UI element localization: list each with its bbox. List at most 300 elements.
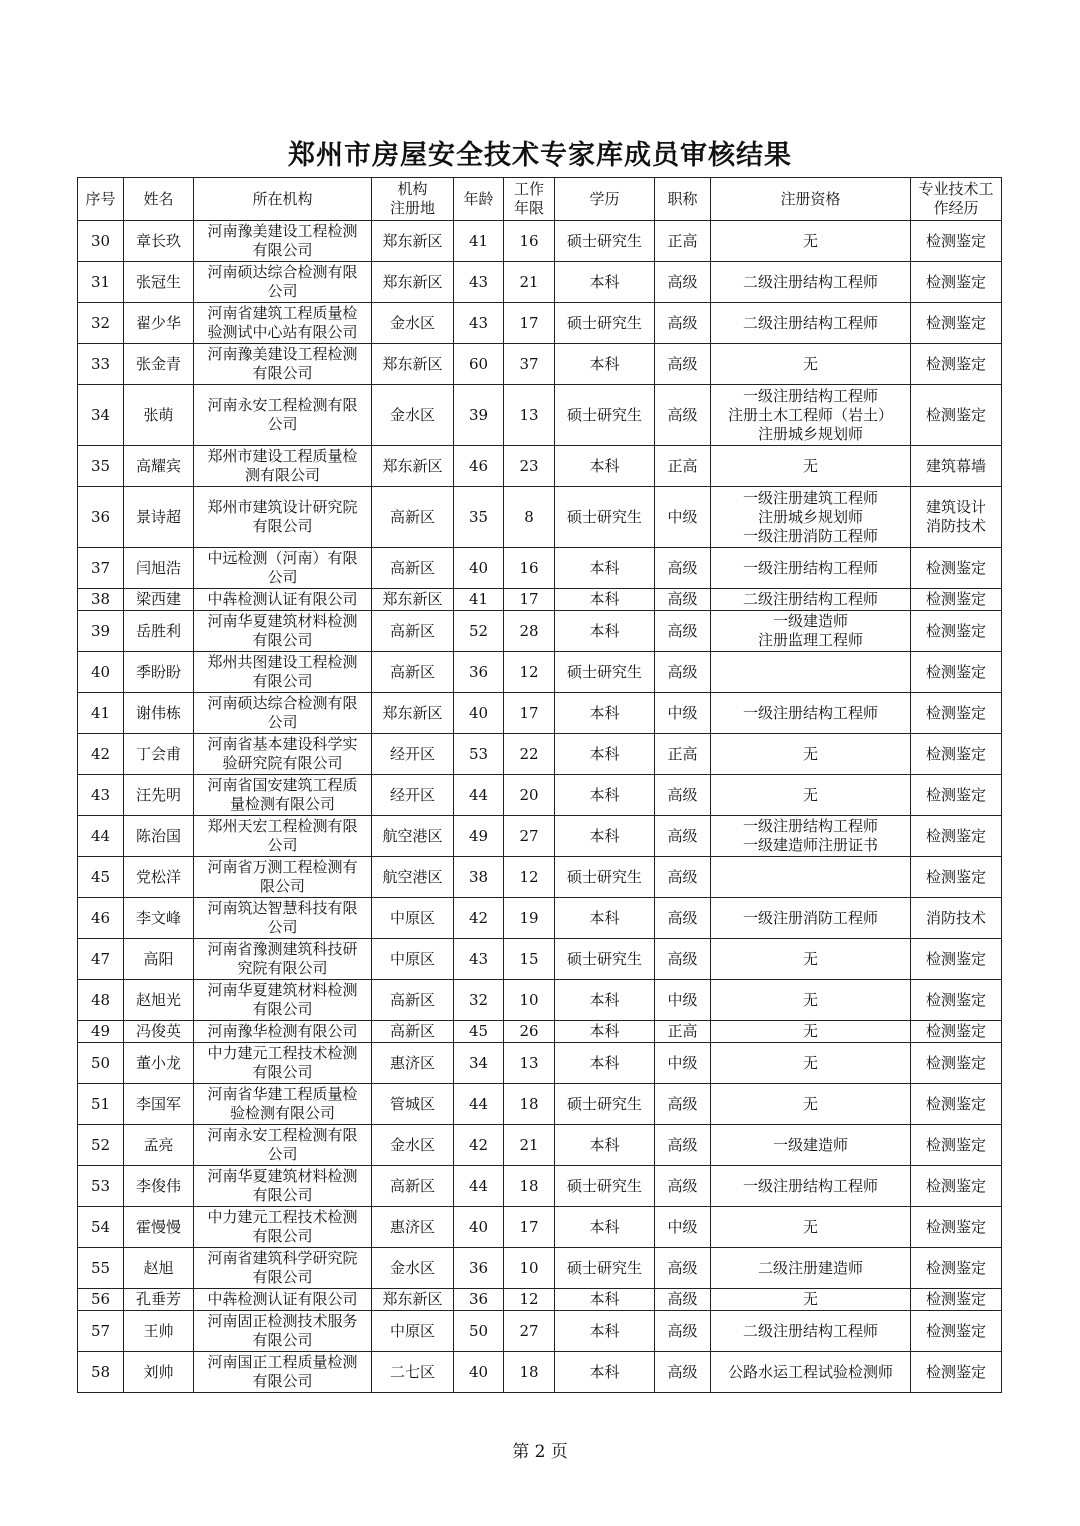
col-organization-cell: 河南豫美建设工程检测 有限公司 <box>194 221 372 262</box>
col-index-cell: 49 <box>78 1021 124 1043</box>
col-registered-location-cell: 郑东新区 <box>372 1289 454 1311</box>
col-education-cell: 硕士研究生 <box>555 1084 655 1125</box>
col-registered-location-cell: 高新区 <box>372 611 454 652</box>
col-index-cell: 41 <box>78 693 124 734</box>
col-education-cell: 本科 <box>555 1311 655 1352</box>
col-education-cell: 硕士研究生 <box>555 1166 655 1207</box>
col-index-cell: 32 <box>78 303 124 344</box>
table-row <box>78 344 1002 385</box>
col-work-years-cell: 28 <box>504 611 555 652</box>
col-registered-location-cell: 郑东新区 <box>372 693 454 734</box>
col-age-cell: 36 <box>454 1248 504 1289</box>
col-education-cell: 本科 <box>555 611 655 652</box>
col-education-cell: 本科 <box>555 816 655 857</box>
col-age-cell: 50 <box>454 1311 504 1352</box>
col-name-cell: 张冠生 <box>124 262 194 303</box>
col-qualification-cell: 一级注册建筑工程师 注册城乡规划师 一级注册消防工程师 <box>711 487 911 548</box>
table-row <box>78 589 1002 611</box>
col-age-cell: 40 <box>454 1352 504 1393</box>
col-index-cell: 45 <box>78 857 124 898</box>
col-organization-cell: 河南永安工程检测有限 公司 <box>194 1125 372 1166</box>
col-qualification-cell: 无 <box>711 1084 911 1125</box>
col-index-cell: 40 <box>78 652 124 693</box>
col-organization-cell: 中犇检测认证有限公司 <box>194 1289 372 1311</box>
col-age-cell: 40 <box>454 1207 504 1248</box>
col-name-cell: 冯俊英 <box>124 1021 194 1043</box>
col-qualification-cell: 一级注册结构工程师 <box>711 1166 911 1207</box>
col-index-cell: 55 <box>78 1248 124 1289</box>
col-organization-cell: 河南省豫测建筑科技研 究院有限公司 <box>194 939 372 980</box>
col-qualification-cell: 公路水运工程试验检测师 <box>711 1352 911 1393</box>
table-body <box>78 221 1002 1393</box>
col-title-cell: 高级 <box>655 1289 711 1311</box>
col-registered-location-cell: 郑东新区 <box>372 262 454 303</box>
col-organization-cell: 郑州市建筑设计研究院 有限公司 <box>194 487 372 548</box>
col-title-cell: 高级 <box>655 303 711 344</box>
col-index-cell: 38 <box>78 589 124 611</box>
col-title-cell: 中级 <box>655 487 711 548</box>
col-organization-cell: 河南永安工程检测有限 公司 <box>194 385 372 446</box>
col-registered-location-header: 机构 注册地 <box>372 178 454 221</box>
col-experience-cell: 检测鉴定 <box>911 1248 1002 1289</box>
col-qualification-cell: 一级注册结构工程师 <box>711 548 911 589</box>
col-education-cell: 本科 <box>555 980 655 1021</box>
col-organization-cell: 中力建元工程技术检测 有限公司 <box>194 1043 372 1084</box>
col-index-cell: 48 <box>78 980 124 1021</box>
col-education-cell: 本科 <box>555 1043 655 1084</box>
col-organization-cell: 河南豫美建设工程检测 有限公司 <box>194 344 372 385</box>
col-age-cell: 35 <box>454 487 504 548</box>
table-row <box>78 487 1002 548</box>
col-organization-cell: 河南国正工程质量检测 有限公司 <box>194 1352 372 1393</box>
col-experience-cell: 检测鉴定 <box>911 303 1002 344</box>
col-index-cell: 46 <box>78 898 124 939</box>
table-row <box>78 816 1002 857</box>
col-index-cell: 43 <box>78 775 124 816</box>
col-qualification-cell: 无 <box>711 446 911 487</box>
col-education-cell: 硕士研究生 <box>555 1248 655 1289</box>
table-row <box>78 1289 1002 1311</box>
col-education-cell: 本科 <box>555 1207 655 1248</box>
col-education-cell: 硕士研究生 <box>555 221 655 262</box>
table-row <box>78 857 1002 898</box>
table-row <box>78 1125 1002 1166</box>
col-experience-cell: 检测鉴定 <box>911 385 1002 446</box>
col-registered-location-cell: 中原区 <box>372 1311 454 1352</box>
col-name-cell: 谢伟栋 <box>124 693 194 734</box>
col-experience-header: 专业技术工 作经历 <box>911 178 1002 221</box>
col-age-cell: 42 <box>454 898 504 939</box>
col-work-years-cell: 16 <box>504 548 555 589</box>
col-work-years-cell: 27 <box>504 1311 555 1352</box>
col-experience-cell: 建筑设计 消防技术 <box>911 487 1002 548</box>
table-row <box>78 1166 1002 1207</box>
col-qualification-cell: 二级注册建造师 <box>711 1248 911 1289</box>
col-index-header: 序号 <box>78 178 124 221</box>
col-name-cell: 李文峰 <box>124 898 194 939</box>
col-age-cell: 40 <box>454 548 504 589</box>
col-experience-cell: 检测鉴定 <box>911 652 1002 693</box>
col-title-cell: 高级 <box>655 939 711 980</box>
col-experience-cell: 检测鉴定 <box>911 344 1002 385</box>
col-work-years-cell: 26 <box>504 1021 555 1043</box>
col-qualification-cell: 二级注册结构工程师 <box>711 262 911 303</box>
col-registered-location-cell: 航空港区 <box>372 816 454 857</box>
table-row <box>78 1084 1002 1125</box>
table-row <box>78 221 1002 262</box>
col-education-cell: 本科 <box>555 262 655 303</box>
col-age-cell: 40 <box>454 693 504 734</box>
col-age-cell: 43 <box>454 303 504 344</box>
col-qualification-cell: 无 <box>711 1021 911 1043</box>
col-organization-cell: 河南省建筑工程质量检 验测试中心站有限公司 <box>194 303 372 344</box>
col-title-cell: 高级 <box>655 816 711 857</box>
col-title-cell: 高级 <box>655 611 711 652</box>
table-row <box>78 262 1002 303</box>
col-age-cell: 36 <box>454 1289 504 1311</box>
col-title-cell: 高级 <box>655 344 711 385</box>
col-qualification-cell: 一级注册结构工程师 <box>711 693 911 734</box>
table-row <box>78 303 1002 344</box>
col-experience-cell: 检测鉴定 <box>911 548 1002 589</box>
col-organization-cell: 中犇检测认证有限公司 <box>194 589 372 611</box>
col-qualification-cell <box>711 652 911 693</box>
col-qualification-cell: 无 <box>711 775 911 816</box>
col-age-cell: 49 <box>454 816 504 857</box>
col-age-cell: 46 <box>454 446 504 487</box>
col-organization-cell: 河南省万测工程检测有 限公司 <box>194 857 372 898</box>
col-work-years-cell: 17 <box>504 303 555 344</box>
col-index-cell: 52 <box>78 1125 124 1166</box>
col-experience-cell: 检测鉴定 <box>911 693 1002 734</box>
col-age-cell: 39 <box>454 385 504 446</box>
table-row <box>78 980 1002 1021</box>
col-qualification-cell: 二级注册结构工程师 <box>711 589 911 611</box>
col-qualification-cell: 无 <box>711 1289 911 1311</box>
col-education-cell: 本科 <box>555 548 655 589</box>
col-registered-location-cell: 郑东新区 <box>372 344 454 385</box>
col-work-years-cell: 17 <box>504 589 555 611</box>
col-title-cell: 高级 <box>655 262 711 303</box>
col-registered-location-cell: 金水区 <box>372 1248 454 1289</box>
col-organization-cell: 河南固正检测技术服务 有限公司 <box>194 1311 372 1352</box>
col-name-cell: 梁西建 <box>124 589 194 611</box>
col-organization-cell: 河南省国安建筑工程质 量检测有限公司 <box>194 775 372 816</box>
col-name-cell: 高阳 <box>124 939 194 980</box>
col-organization-header: 所在机构 <box>194 178 372 221</box>
col-registered-location-cell: 郑东新区 <box>372 221 454 262</box>
col-registered-location-cell: 高新区 <box>372 1021 454 1043</box>
table-row <box>78 1248 1002 1289</box>
col-work-years-cell: 13 <box>504 1043 555 1084</box>
col-age-cell: 38 <box>454 857 504 898</box>
col-education-cell: 硕士研究生 <box>555 385 655 446</box>
col-organization-cell: 河南豫华检测有限公司 <box>194 1021 372 1043</box>
col-work-years-cell: 18 <box>504 1084 555 1125</box>
col-name-cell: 赵旭 <box>124 1248 194 1289</box>
col-title-cell: 高级 <box>655 1311 711 1352</box>
col-title-cell: 高级 <box>655 857 711 898</box>
col-work-years-cell: 21 <box>504 262 555 303</box>
table-header-row <box>78 178 1002 221</box>
col-registered-location-cell: 高新区 <box>372 1166 454 1207</box>
col-experience-cell: 检测鉴定 <box>911 1207 1002 1248</box>
col-qualification-cell: 二级注册结构工程师 <box>711 303 911 344</box>
col-organization-cell: 河南筑达智慧科技有限 公司 <box>194 898 372 939</box>
col-organization-cell: 中远检测（河南）有限 公司 <box>194 548 372 589</box>
col-work-years-cell: 23 <box>504 446 555 487</box>
col-name-cell: 高耀宾 <box>124 446 194 487</box>
col-experience-cell: 检测鉴定 <box>911 1352 1002 1393</box>
col-title-cell: 正高 <box>655 446 711 487</box>
col-title-cell: 高级 <box>655 548 711 589</box>
col-experience-cell: 检测鉴定 <box>911 734 1002 775</box>
col-registered-location-cell: 金水区 <box>372 1125 454 1166</box>
col-age-cell: 44 <box>454 1166 504 1207</box>
col-index-cell: 42 <box>78 734 124 775</box>
col-education-cell: 本科 <box>555 344 655 385</box>
col-index-cell: 47 <box>78 939 124 980</box>
col-registered-location-cell: 二七区 <box>372 1352 454 1393</box>
col-organization-cell: 河南省基本建设科学实 验研究院有限公司 <box>194 734 372 775</box>
col-experience-cell: 检测鉴定 <box>911 221 1002 262</box>
col-registered-location-cell: 郑东新区 <box>372 589 454 611</box>
table-row <box>78 734 1002 775</box>
col-organization-cell: 中力建元工程技术检测 有限公司 <box>194 1207 372 1248</box>
col-index-cell: 50 <box>78 1043 124 1084</box>
col-age-cell: 41 <box>454 221 504 262</box>
col-experience-cell: 建筑幕墙 <box>911 446 1002 487</box>
col-age-cell: 36 <box>454 652 504 693</box>
col-work-years-cell: 8 <box>504 487 555 548</box>
col-work-years-cell: 27 <box>504 816 555 857</box>
col-registered-location-cell: 高新区 <box>372 652 454 693</box>
col-qualification-cell: 一级建造师 注册监理工程师 <box>711 611 911 652</box>
col-index-cell: 31 <box>78 262 124 303</box>
col-qualification-cell: 一级注册结构工程师 一级建造师注册证书 <box>711 816 911 857</box>
col-title-cell: 高级 <box>655 775 711 816</box>
col-name-cell: 刘帅 <box>124 1352 194 1393</box>
col-work-years-cell: 10 <box>504 1248 555 1289</box>
table-row <box>78 693 1002 734</box>
col-title-cell: 高级 <box>655 1352 711 1393</box>
col-index-cell: 35 <box>78 446 124 487</box>
col-index-cell: 57 <box>78 1311 124 1352</box>
col-age-cell: 52 <box>454 611 504 652</box>
col-organization-cell: 郑州天宏工程检测有限 公司 <box>194 816 372 857</box>
col-title-cell: 高级 <box>655 898 711 939</box>
col-organization-cell: 河南华夏建筑材料检测 有限公司 <box>194 611 372 652</box>
col-title-cell: 高级 <box>655 1125 711 1166</box>
col-education-cell: 本科 <box>555 1289 655 1311</box>
col-education-cell: 本科 <box>555 589 655 611</box>
table-row <box>78 611 1002 652</box>
table-row <box>78 1021 1002 1043</box>
col-education-cell: 硕士研究生 <box>555 857 655 898</box>
table-row <box>78 1352 1002 1393</box>
col-name-cell: 党松洋 <box>124 857 194 898</box>
col-age-cell: 44 <box>454 1084 504 1125</box>
col-qualification-cell: 二级注册结构工程师 <box>711 1311 911 1352</box>
col-name-cell: 岳胜利 <box>124 611 194 652</box>
expert-review-table <box>77 177 1002 1393</box>
col-title-cell: 高级 <box>655 589 711 611</box>
col-qualification-cell: 无 <box>711 939 911 980</box>
col-education-cell: 硕士研究生 <box>555 303 655 344</box>
col-title-cell: 中级 <box>655 1043 711 1084</box>
col-experience-cell: 检测鉴定 <box>911 1043 1002 1084</box>
col-index-cell: 36 <box>78 487 124 548</box>
col-experience-cell: 检测鉴定 <box>911 611 1002 652</box>
col-experience-cell: 检测鉴定 <box>911 1084 1002 1125</box>
col-age-cell: 34 <box>454 1043 504 1084</box>
col-age-header: 年龄 <box>454 178 504 221</box>
col-qualification-cell: 无 <box>711 1207 911 1248</box>
col-work-years-cell: 22 <box>504 734 555 775</box>
col-registered-location-cell: 郑东新区 <box>372 446 454 487</box>
col-work-years-cell: 16 <box>504 221 555 262</box>
col-registered-location-cell: 中原区 <box>372 939 454 980</box>
col-title-cell: 高级 <box>655 1248 711 1289</box>
col-index-cell: 56 <box>78 1289 124 1311</box>
col-name-cell: 汪先明 <box>124 775 194 816</box>
col-experience-cell: 检测鉴定 <box>911 1166 1002 1207</box>
col-name-cell: 章长玖 <box>124 221 194 262</box>
col-organization-cell: 郑州市建设工程质量检 测有限公司 <box>194 446 372 487</box>
table-row <box>78 939 1002 980</box>
col-index-cell: 54 <box>78 1207 124 1248</box>
col-experience-cell: 检测鉴定 <box>911 816 1002 857</box>
col-experience-cell: 检测鉴定 <box>911 980 1002 1021</box>
col-qualification-cell: 无 <box>711 221 911 262</box>
col-experience-cell: 消防技术 <box>911 898 1002 939</box>
col-education-header: 学历 <box>555 178 655 221</box>
table-row <box>78 446 1002 487</box>
col-work-years-cell: 12 <box>504 857 555 898</box>
col-age-cell: 43 <box>454 262 504 303</box>
col-name-cell: 孟亮 <box>124 1125 194 1166</box>
col-education-cell: 本科 <box>555 1125 655 1166</box>
col-name-cell: 张萌 <box>124 385 194 446</box>
table-row <box>78 548 1002 589</box>
table-row <box>78 1043 1002 1084</box>
col-experience-cell: 检测鉴定 <box>911 857 1002 898</box>
col-age-cell: 45 <box>454 1021 504 1043</box>
col-work-years-cell: 15 <box>504 939 555 980</box>
col-qualification-cell: 一级建造师 <box>711 1125 911 1166</box>
page-title: 郑州市房屋安全技术专家库成员审核结果 <box>288 140 792 171</box>
col-qualification-cell: 一级注册消防工程师 <box>711 898 911 939</box>
col-registered-location-cell: 高新区 <box>372 487 454 548</box>
col-index-cell: 58 <box>78 1352 124 1393</box>
col-experience-cell: 检测鉴定 <box>911 589 1002 611</box>
col-registered-location-cell: 航空港区 <box>372 857 454 898</box>
col-age-cell: 41 <box>454 589 504 611</box>
col-index-cell: 39 <box>78 611 124 652</box>
table-row <box>78 1311 1002 1352</box>
col-organization-cell: 河南硕达综合检测有限 公司 <box>194 262 372 303</box>
col-title-cell: 正高 <box>655 221 711 262</box>
col-index-cell: 53 <box>78 1166 124 1207</box>
col-name-cell: 翟少华 <box>124 303 194 344</box>
col-title-cell: 高级 <box>655 1084 711 1125</box>
col-name-cell: 陈治国 <box>124 816 194 857</box>
table-row <box>78 385 1002 446</box>
col-registered-location-cell: 高新区 <box>372 548 454 589</box>
col-qualification-cell <box>711 857 911 898</box>
col-work-years-cell: 19 <box>504 898 555 939</box>
col-experience-cell: 检测鉴定 <box>911 1289 1002 1311</box>
col-index-cell: 30 <box>78 221 124 262</box>
col-name-cell: 赵旭光 <box>124 980 194 1021</box>
col-work-years-cell: 13 <box>504 385 555 446</box>
col-registered-location-cell: 经开区 <box>372 734 454 775</box>
col-index-cell: 44 <box>78 816 124 857</box>
col-organization-cell: 河南省华建工程质量检 验检测有限公司 <box>194 1084 372 1125</box>
table-row <box>78 652 1002 693</box>
col-name-header: 姓名 <box>124 178 194 221</box>
col-experience-cell: 检测鉴定 <box>911 1311 1002 1352</box>
col-name-cell: 李俊伟 <box>124 1166 194 1207</box>
col-age-cell: 42 <box>454 1125 504 1166</box>
col-name-cell: 董小龙 <box>124 1043 194 1084</box>
col-experience-cell: 检测鉴定 <box>911 939 1002 980</box>
table-row <box>78 1207 1002 1248</box>
col-work-years-cell: 10 <box>504 980 555 1021</box>
col-education-cell: 本科 <box>555 693 655 734</box>
col-registered-location-cell: 经开区 <box>372 775 454 816</box>
col-qualification-cell: 无 <box>711 980 911 1021</box>
col-education-cell: 硕士研究生 <box>555 939 655 980</box>
col-registered-location-cell: 金水区 <box>372 303 454 344</box>
col-registered-location-cell: 金水区 <box>372 385 454 446</box>
col-registered-location-cell: 惠济区 <box>372 1207 454 1248</box>
col-experience-cell: 检测鉴定 <box>911 262 1002 303</box>
col-work-years-cell: 20 <box>504 775 555 816</box>
col-experience-cell: 检测鉴定 <box>911 1021 1002 1043</box>
col-education-cell: 硕士研究生 <box>555 487 655 548</box>
col-title-cell: 高级 <box>655 385 711 446</box>
col-name-cell: 季盼盼 <box>124 652 194 693</box>
col-work-years-cell: 18 <box>504 1166 555 1207</box>
col-name-cell: 王帅 <box>124 1311 194 1352</box>
col-title-cell: 高级 <box>655 652 711 693</box>
col-work-years-cell: 12 <box>504 652 555 693</box>
col-name-cell: 丁会甫 <box>124 734 194 775</box>
col-work-years-cell: 21 <box>504 1125 555 1166</box>
col-name-cell: 李国军 <box>124 1084 194 1125</box>
col-age-cell: 44 <box>454 775 504 816</box>
col-education-cell: 本科 <box>555 1352 655 1393</box>
col-title-cell: 中级 <box>655 1207 711 1248</box>
col-qualification-cell: 一级注册结构工程师 注册土木工程师（岩土） 注册城乡规划师 <box>711 385 911 446</box>
col-qualification-cell: 无 <box>711 344 911 385</box>
col-index-cell: 33 <box>78 344 124 385</box>
page-number: 第 2 页 <box>512 1442 568 1462</box>
col-index-cell: 51 <box>78 1084 124 1125</box>
col-registered-location-cell: 高新区 <box>372 980 454 1021</box>
col-registered-location-cell: 管城区 <box>372 1084 454 1125</box>
col-qualification-cell: 无 <box>711 1043 911 1084</box>
col-education-cell: 硕士研究生 <box>555 652 655 693</box>
col-work-years-header: 工作 年限 <box>504 178 555 221</box>
table-row <box>78 898 1002 939</box>
col-experience-cell: 检测鉴定 <box>911 1125 1002 1166</box>
col-name-cell: 闫旭浩 <box>124 548 194 589</box>
col-work-years-cell: 17 <box>504 1207 555 1248</box>
col-title-header: 职称 <box>655 178 711 221</box>
col-organization-cell: 河南华夏建筑材料检测 有限公司 <box>194 980 372 1021</box>
